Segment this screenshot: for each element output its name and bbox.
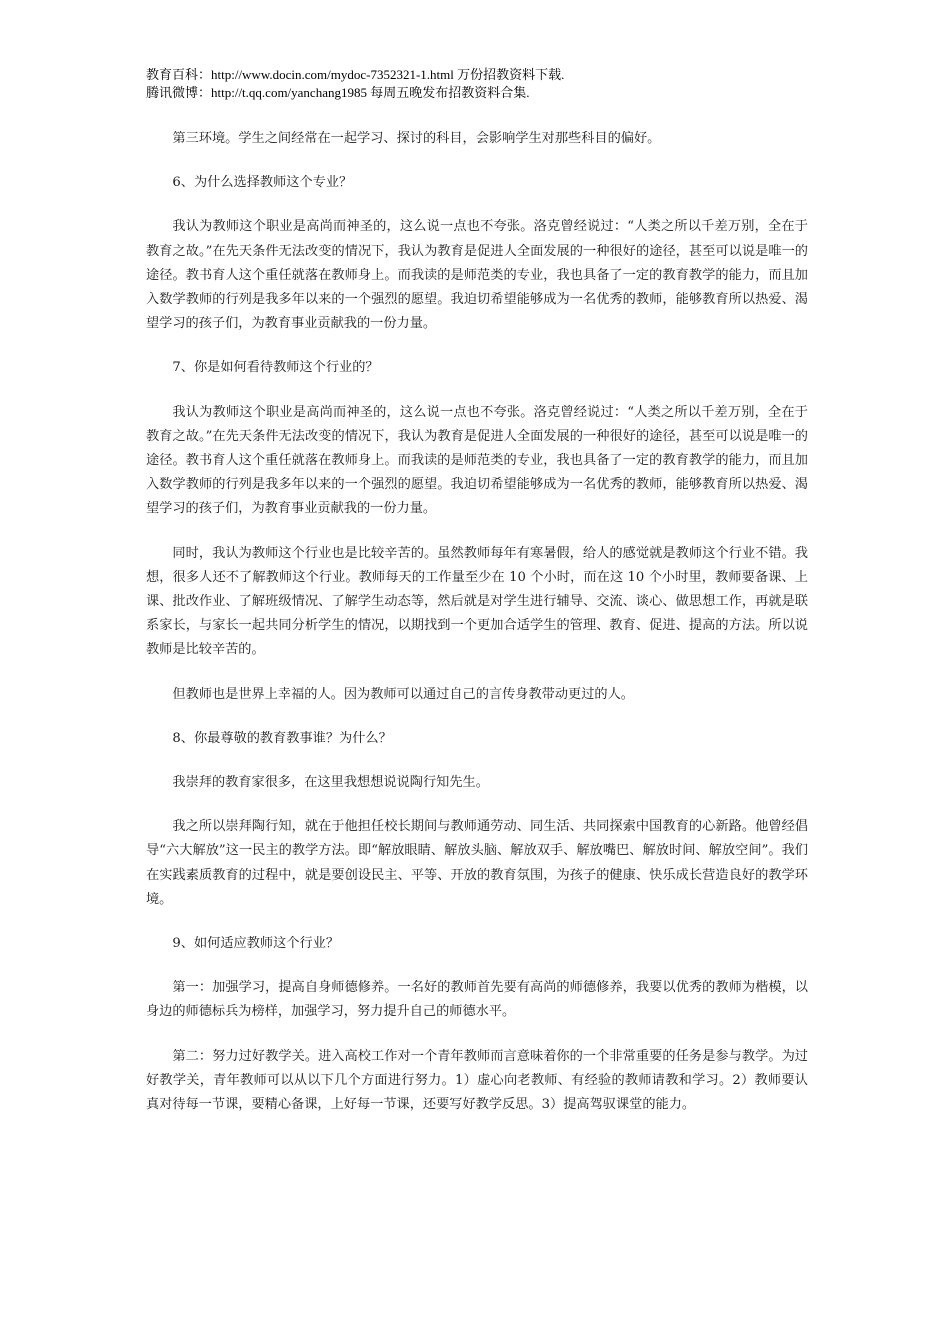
header-line-baike: 教育百科：http://www.docin.com/mydoc-7352321-1.html 万份招教资料下载. (146, 67, 565, 82)
header-line-weibo: 腾讯微博：http://t.qq.com/yanchang1985 每周五晚发布招教资料合集. (146, 85, 530, 100)
answer-7-part-1: 我认为教师这个职业是高尚而神圣的，这么说一点也不夸张。洛克曾经说过：“人类之所以千差万别，全在于教育之故。”在先天条件无法改变的情况下，我认为教育是促进人全面发展的一种很好的途径，甚至可以说是唯一的途径。教书育人这个重任就落在教师身上。而我读的是师范类的专业，我也具备了一定的教育教学的能力，而且加入数学教师的行列是我多年以来的一个强烈的愿望。我迫切希望能够成为一名优秀的教师，能够教育所以热爱、渴望学习的孩子们，为教育事业贡献我的一份力量。 (146, 404, 808, 517)
document-body (146, 127, 808, 1137)
answer-6: 我认为教师这个职业是高尚而神圣的，这么说一点也不夸张。洛克曾经说过：“人类之所以千差万别，全在于教育之故。”在先天条件无法改变的情况下，我认为教育是促进人全面发展的一种很好的途径，甚至可以说是唯一的途径。教书育人这个重任就落在教师身上。而我读的是师范类的专业，我也具备了一定的教育教学的能力，而且加入数学教师的行列是我多年以来的一个强烈的愿望。我迫切希望能够成为一名优秀的教师，能够教育所以热爱、渴望学习的孩子们，为教育事业贡献我的一份力量。 (146, 219, 808, 332)
question-6: 6、为什么选择教师这个专业？ (172, 175, 353, 191)
question-8: 8、你最尊敬的教育教事谁？为什么？ (172, 730, 392, 746)
answer-7-part-2: 同时，我认为教师这个行业也是比较辛苦的。虽然教师每年有寒暑假，给人的感觉就是教师这个行业不错。我想，很多人还不了解教师这个行业。教师每天的工作量至少在 10 个小时，而在这 10 个小时里，教师要备课、上课、批改作业、了解班级情况、了解学生动态等，然后就是对学生进行辅导、交流、谈心、做思想工作，再就是联系家长，与家长一起共同分析学生的情况，以期找到一个更加合适学生的管理、教育、促进、提高的方法。所以说教师是比较辛苦的。 (146, 545, 808, 658)
answer-9-part-1: 第一：加强学习，提高自身师德修养。一名好的教师首先要有高尚的师德修养，我要以优秀的教师为楷模，以身边的师德标兵为榜样，加强学习，努力提升自己的师德水平。 (146, 980, 808, 1020)
answer-8-part-1: 我崇拜的教育家很多，在这里我想想说说陶行知先生。 (172, 775, 489, 791)
question-7: 7、你是如何看待教师这个行业的？ (172, 360, 379, 376)
answer-7-part-3: 但教师也是世界上幸福的人。因为教师可以通过自己的言传身教带动更过的人。 (172, 686, 634, 702)
paragraph-third-environment: 第三环境。学生之间经常在一起学习、探讨的科目，会影响学生对那些科目的偏好。 (172, 131, 661, 146)
page-header (146, 66, 846, 102)
answer-9-part-2: 第二：努力过好教学关。进入高校工作对一个青年教师而言意味着你的一个非常重要的任务是参与教学。为过好教学关，青年教师可以从以下几个方面进行努力。1）虚心向老教师、有经验的教师请教和学习。2）教师要认真对待每一节课，要精心备课，上好每一节课，还要写好教学反思。3）提高驾驭课堂的能力。 (146, 1048, 808, 1113)
question-9: 9、如何适应教师这个行业？ (172, 936, 340, 952)
answer-8-part-2: 我之所以崇拜陶行知，就在于他担任校长期间与教师通劳动、同生活、共同探索中国教育的心新路。他曾经倡导“六大解放”这一民主的教学方法。即“解放眼睛、解放头脑、解放双手、解放嘴巴、解放时间、解放空间”。我们在实践素质教育的过程中，就是要创设民主、平等、开放的教育氛围，为孩子的健康、快乐成长营造良好的教学环境。 (146, 819, 808, 907)
